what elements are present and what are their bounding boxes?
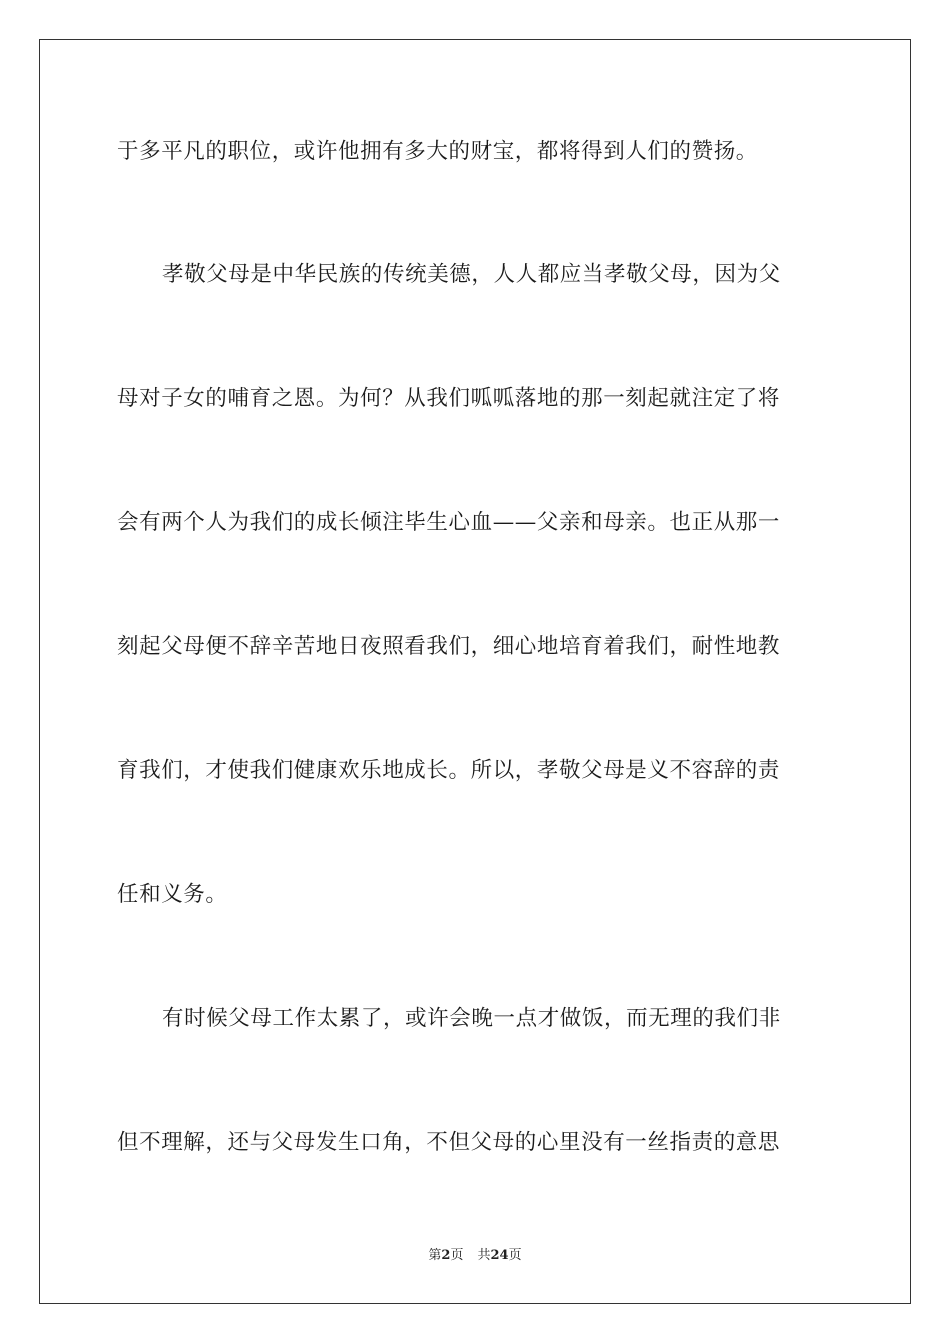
page-border [39, 39, 911, 1304]
total-suffix: 页 [508, 1248, 522, 1263]
paragraph-3-line-2: 但不理解，还与父母发生口角，不但父母的心里没有一丝指责的意思 [117, 1130, 781, 1155]
page-number: 2 [441, 1248, 451, 1263]
paragraph-2-line-6: 任和义务。 [117, 882, 228, 907]
page-prefix: 第 [428, 1248, 442, 1263]
page-footer [0, 1247, 950, 1265]
paragraph-2-line-5: 育我们，才使我们健康欢乐地成长。所以，孝敬父母是义不容辞的责 [117, 758, 781, 783]
paragraph-2-line-2: 母对子女的哺育之恩。为何？从我们呱呱落地的那一刻起就注定了将 [117, 386, 781, 411]
paragraph-2-line-4: 刻起父母便不辞辛苦地日夜照看我们，细心地培育着我们，耐性地教 [117, 634, 781, 659]
text-line-1: 于多平凡的职位，或许他拥有多大的财宝，都将得到人们的赞扬。 [117, 139, 758, 164]
total-prefix: 共 [477, 1248, 491, 1263]
total-pages: 24 [490, 1248, 509, 1263]
page-suffix: 页 [450, 1248, 464, 1263]
paragraph-3-line-1: 有时候父母工作太累了，或许会晚一点才做饭，而无理的我们非 [162, 1006, 781, 1031]
paragraph-2-line-1: 孝敬父母是中华民族的传统美德，人人都应当孝敬父母，因为父 [162, 262, 781, 287]
paragraph-2-line-3: 会有两个人为我们的成长倾注毕生心血——父亲和母亲。也正从那一 [117, 510, 781, 535]
